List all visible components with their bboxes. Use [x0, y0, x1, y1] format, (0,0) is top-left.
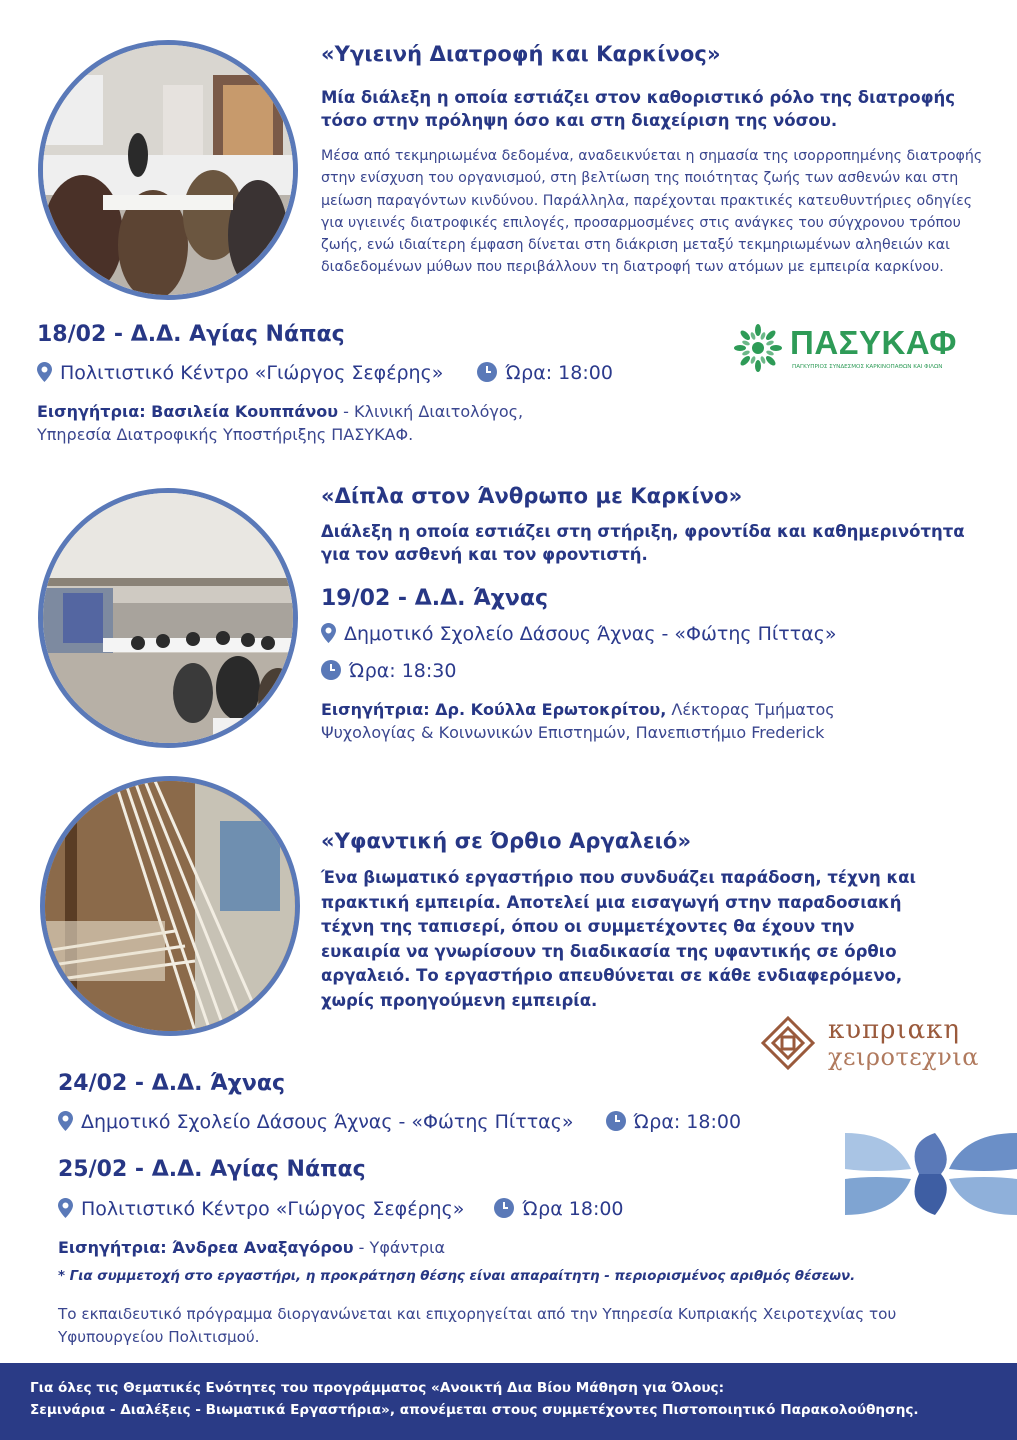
- event1-title: «Υγιεινή Διατροφή και Καρκίνος»: [321, 42, 721, 66]
- decorative-flower-icon: [845, 1133, 1017, 1215]
- footer-line-1: Για όλες τις Θεματικές Ενότητες του προγράμματος «Ανοικτή Δια Βίου Μάθηση για Όλους:: [30, 1380, 725, 1396]
- pasykaf-name: ΠΑΣΥΚΑΦ: [790, 324, 957, 361]
- event2-lead: Διάλεξη η οποία εστιάζει στη στήριξη, φροντίδα και καθημερινότητα για τον ασθενή και τον φροντιστή.: [321, 522, 965, 564]
- event1-speaker: [37, 400, 737, 446]
- event3-photo: [40, 776, 300, 1036]
- lecture-hall-image: [43, 493, 293, 743]
- pasykaf-logo: [732, 322, 982, 378]
- event3-session1-venue-row: [58, 1111, 741, 1133]
- event3-session1-venue: Δημοτικό Σχολείο Δάσους Άχνας - «Φώτης Πίττας»: [81, 1111, 574, 1133]
- sponsor-text: Το εκπαιδευτικό πρόγραμμα διοργανώνεται και επιχορηγείται από την Υπηρεσία Κυπριακής Χειροτεχνίας του Υφυπουργείου Πολιτισμού.: [58, 1305, 897, 1346]
- event3-session2-time: Ώρα 18:00: [522, 1198, 624, 1220]
- event1-time: Ώρα: 18:00: [505, 362, 613, 384]
- event2-venue-row: [321, 623, 836, 645]
- event1-speaker-name: Εισηγήτρια: Βασιλεία Κουππάνου: [37, 402, 339, 421]
- seminar-room-image: [43, 45, 293, 295]
- event2-photo: [38, 488, 298, 748]
- event1-speaker-role: - Κλινική Διαιτολόγος,: [338, 402, 524, 421]
- event2-time-row: [321, 660, 456, 682]
- event2-title: «Δίπλα στον Άνθρωπο με Καρκίνο»: [321, 484, 743, 508]
- event3-lead: Ένα βιωματικό εργαστήριο που συνδυάζει παράδοση, τέχνη και πρακτική εμπειρία. Αποτελεί μια εισαγωγή στην παραδοσιακή τέχνη της ταπισερί, όπου οι συμμετέχοντες θα έχουν την ευκαιρία να γνωρίσουν τη διαδικασία της υφαντικής σε όρθιο αργαλειό. Το εργαστήριο απευθύνεται σε κάθε ενδιαφερόμενο, χωρίς προηγούμενη εμπειρία.: [321, 868, 916, 1010]
- event3-session1-date: 24/02 - Δ.Δ. Άχνας: [58, 1071, 286, 1096]
- handicraft-line2: χειροτεχνια: [828, 1043, 979, 1071]
- event2-speaker-role: Λέκτορας Τμήματος: [666, 700, 835, 719]
- handicraft-logo: [760, 1015, 990, 1073]
- event3-session2-date: 25/02 - Δ.Δ. Αγίας Νάπας: [58, 1157, 366, 1182]
- event2-speaker: [321, 698, 1001, 744]
- loom-image: [45, 781, 295, 1031]
- event1-date: 18/02 - Δ.Δ. Αγίας Νάπας: [37, 322, 345, 347]
- event3-title: «Υφαντική σε Όρθιο Αργαλειό»: [321, 829, 692, 853]
- event3-speaker: [58, 1236, 445, 1259]
- event1-lead: Μία διάλεξη η οποία εστιάζει στον καθοριστικό ρόλο της διατροφής τόσο στην πρόληψη όσο και στη διαχείριση της νόσου.: [321, 88, 956, 130]
- pasykaf-tagline: ΠΑΓΚΥΠΡΙΟΣ ΣΥΝΔΕΣΜΟΣ ΚΑΡΚΙΝΟΠΑΘΩΝ ΚΑΙ ΦΙΛΩΝ: [792, 364, 943, 370]
- event1-description: Μέσα από τεκμηριωμένα δεδομένα, αναδεικνύεται η σημασία της ισορροπημένης διατροφής στην ενίσχυση του οργανισμού, στη βελτίωση της ποιότητας ζωής των ασθενών και στη μείωση παραγόντων κινδύνου. Παράλληλα, παρέχονται πρακτικές κατευθυντήριες οδηγίες για υγιεινές διατροφικές επιλογές, προσαρμοσμένες στις ανάγκες του σύγχρονου τρόπου ζωής, ενώ ιδιαίτερη έμφαση δίνεται στη διάκριση μεταξύ τεκμηριωμένων αληθειών και διαδεδομένων μύθων που περιβάλλουν τη διατροφή των ατόμων με εμπειρία καρκίνου.: [321, 148, 983, 276]
- clock-icon: [606, 1111, 626, 1131]
- event3-session2-venue: Πολιτιστικό Κέντρο «Γιώργος Σεφέρης»: [81, 1198, 465, 1220]
- footer-line-2: Σεμινάρια - Διαλέξεις - Βιωματικά Εργαστήρια», απονέμεται στους συμμετέχοντες Πιστοποιητικό Παρακολούθησης.: [30, 1402, 919, 1418]
- handicraft-line1: κυπριακη: [828, 1015, 961, 1045]
- event1-venue-row: [37, 362, 613, 384]
- event2-time: Ώρα: 18:30: [349, 660, 457, 682]
- event3-speaker-name: Εισηγήτρια: Άνδρεα Αναξαγόρου: [58, 1238, 354, 1257]
- event1-speaker-org: Υπηρεσία Διατροφικής Υποστήριξης ΠΑΣΥΚΑΦ.: [37, 425, 414, 444]
- event3-session2-venue-row: [58, 1198, 624, 1220]
- footer-banner: [0, 1363, 1017, 1440]
- event2-venue: Δημοτικό Σχολείο Δάσους Άχνας - «Φώτης Πίττας»: [344, 623, 837, 645]
- location-pin-icon: [58, 1198, 73, 1218]
- location-pin-icon: [321, 623, 336, 643]
- event3-session1-time: Ώρα: 18:00: [633, 1111, 742, 1133]
- event3-speaker-role: - Υφάντρια: [353, 1238, 446, 1257]
- location-pin-icon: [37, 362, 52, 382]
- event2-speaker-name: Εισηγήτρια: Δρ. Κούλλα Ερωτοκρίτου,: [321, 700, 667, 719]
- registration-note: * Για συμμετοχή στο εργαστήρι, η προκράτηση θέσης είναι απαραίτητη - περιορισμένος αριθμός θέσεων.: [58, 1269, 856, 1284]
- clock-icon: [321, 660, 341, 680]
- event1-photo: [38, 40, 298, 300]
- location-pin-icon: [58, 1111, 73, 1131]
- event2-date: 19/02 - Δ.Δ. Άχνας: [321, 586, 549, 611]
- pasykaf-emblem-icon: [732, 322, 784, 374]
- event2-speaker-org: Ψυχολογίας & Κοινωνικών Επιστημών, Πανεπιστήμιο Frederick: [321, 723, 825, 742]
- handicraft-emblem-icon: [760, 1015, 816, 1071]
- clock-icon: [477, 362, 497, 382]
- event1-venue: Πολιτιστικό Κέντρο «Γιώργος Σεφέρης»: [60, 362, 444, 384]
- clock-icon: [494, 1198, 514, 1218]
